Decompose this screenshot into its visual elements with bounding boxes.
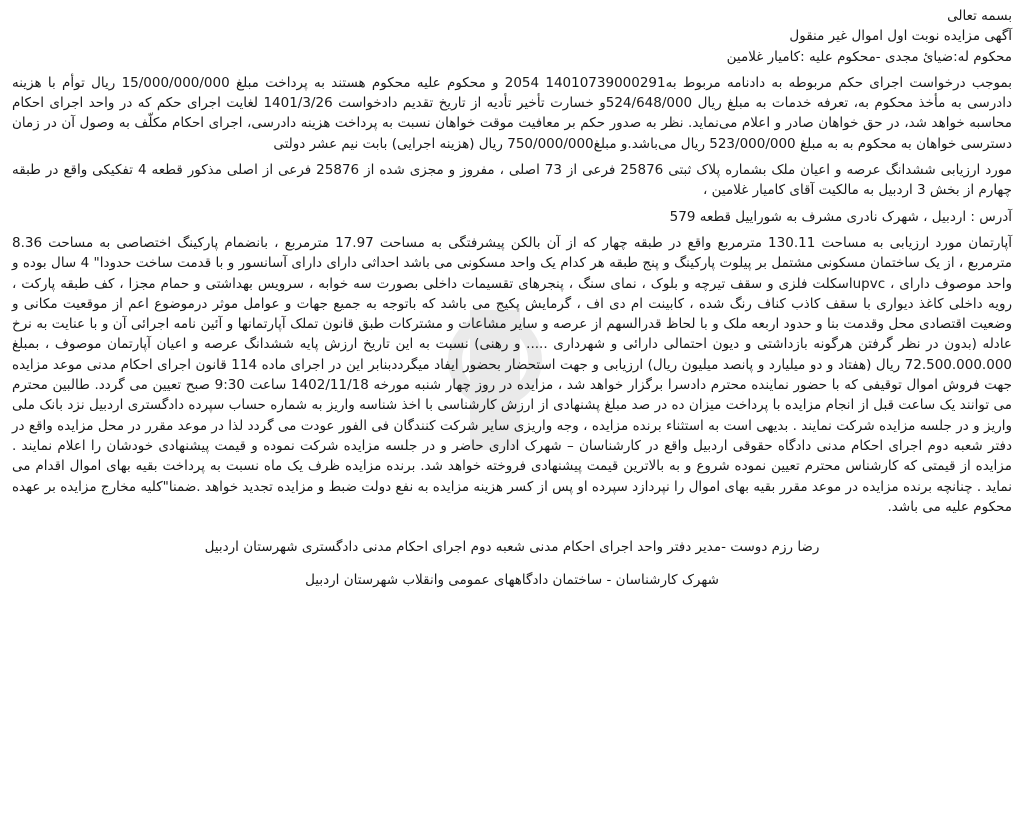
property-description-paragraph: مورد ارزیابی ششدانگ عرصه و اعیان ملک بشماره پلاک ثبتی 25876 فرعی از 73 اصلی ، مفروز و مجزی شده از 25876 فرعی از اصلی مذکور قطعه 4 تفکیکی واقع در طبقه چهارم از بخش 3 اردبیل به مالکیت آقای کامیار غلامین ، bbox=[12, 162, 1012, 199]
property-address: آدرس : اردبیل ، شهرک نادری مشرف به شوراییل قطعه 579 bbox=[669, 208, 1012, 225]
parties-line: محکوم له:ضیائ مجدی -محکوم علیه :کامیار غلامین bbox=[726, 48, 1012, 65]
signature-block bbox=[12, 537, 1012, 591]
notice-title: آگهی مزایده نوبت اول اموال غیر منقول bbox=[789, 28, 1012, 45]
judgment-paragraph: بموجب درخواست اجرای حکم مربوطه به دادنامه مربوط به14010739000291 2054 و محکوم علیه محکوم هستند به پرداخت مبلغ 15/000/000/000 ریال توأم با هزینه دادرسی به مأخذ محکوم به، تعرفه خدمات به مبلغ ریال 524/648/000و خسارت تأخیر تأدیه از تاریخ تقدیم دادخواست 1401/3/26 لغایت اجرای حکم که در واحد اجرای احکام محاسبه خواهد شد، در حق خواهان صادر و اعلام می‌نماید. نظر به صدور حکم بر معافیت موقت خواهان نسبت به پرداخت هزینه دادرسی، اجرای احکام مکلّف به وصول آن در زمان دسترسی خواهان به محکوم به به مبلغ 523/000/000 ریال می‌باشد.و مبلغ750/000/000 ریال (هزینه اجرایی) بابت نیم عشر دولتی bbox=[12, 74, 1012, 152]
signature-address: شهرک کارشناسان - ساختمان دادگاههای عمومی وانقلاب شهرستان اردبیل bbox=[305, 572, 719, 589]
auction-details-paragraph: آپارتمان مورد ارزیابی به مساحت 130.11 مترمربع واقع در طبقه چهار که از آن بالکن پیشرفتگی به مساحت 17.97 مترمربع ، بانضمام پارکینگ اختصاصی به مساحت 8.36 مترمربع ، از یک ساختمان مسکونی مشتمل بر پیلوت پارکینگ و پنج طبقه هر کدام یک واحد مسکونی می باشد احداثی دارای دارای آسانسور و با قدمت ساخت حدودا" 4 سال بوده و واحد موصوف دارای ، upvcاسکلت فلزی و سقف تیرچه و بلوک ، نمای سنگ ، پنجرهای تقسیمات داخلی بصورت سه خوابه ، سرویس بهداشتی و حمام مجزا ، کف طبقه پارکت ، رویه داخلی کاغذ دیواری با سقف کاذب کناف رنگ شده ، کابینت ام دی اف ، گرمایش پکیج می باشد که باتوجه به جمیع جهات و عوامل موثر درموضوع اعم از موقعیت مکانی و وضعیت اقتصادی محل وقدمت بنا و حدود اربعه ملک و با لحاظ قدرالسهم از عرصه و سایر مشاعات و مشترکات طبق قانون تملک آپارتمانها و آئین نامه اجرائی آن و با عنایت به نرخ عادله (بدون در نظر گرفتن هرگونه بازداشتی و دیون احتمالی دارائی و شهرداری ..... و رهنی) نسبت به این تاریخ ارزش پایه ششدانگ عرصه و اعیان آپارتمان موصوف ، بمبلغ 72.500.000.000 ریال (هفتاد و دو میلیارد و پانصد میلیون ریال) ارزیابی و جهت استحضار بحضور ایفاد میگرددبنابر این در اجرای ماده 114 قانون اجرای احکام مدنی موعد مزایده جهت فروش اموال توقیفی که با حضور نماینده محترم دادسرا برگزار خواهد شد ، مزایده در روز چهار شنبه مورخه 1402/11/18 ساعت 9:30 صبح تعیین می گردد. طالبین محترم می توانند یک ساعت قبل از انجام مزایده با پرداخت میزان ده در صد مبلغ پشنهادی از ارزش کارشناسی با اخذ شناسه واریز به شماره حساب سپرده دادگستری اردبیل نزد بانک ملی واریز و در جلسه مزایده شرکت نمایند . بدیهی است به استثناء برنده مزایده ، وجه واریزی سایر شرکت کنندگان فی الفور عودت می گردد لذا در موعد مقرر در محل مزایده واقع در دفتر شعبه دوم اجرای احکام مدنی دادگاه حقوقی اردبیل واقع در کارشناسان – شهرک اداری حاضر و در جلسه مزایده شرکت نموده و قیمت پیشنهادی خودشان را اعلام نمایند . مزایده از قیمتی که کارشناس محترم تعیین نموده شروع و به بالاترین قیمت پیشنهادی فروخته خواهد شد. برنده مزایده ظرف یک ماه نسبت به پرداخت بقیه بهای اموال اقدام می نماید . چنانچه برنده مزایده در موعد مقرر بقیه بهای اموال را نپردازد سپرده او پس از کسر هزینه مزایده به نفع دولت ضبط و مزایده تجدید خواهد .ضمنا"کلیه مخارج مزایده بر عهده محکوم علیه می باشد. bbox=[11, 234, 1013, 515]
basmala: بسمه تعالی bbox=[947, 8, 1012, 24]
signature-officer: رضا رزم دوست -مدیر دفتر واحد اجرای احکام مدنی شعبه دوم اجرای احکام مدنی دادگستری شهرستان اردبیل bbox=[204, 539, 820, 556]
